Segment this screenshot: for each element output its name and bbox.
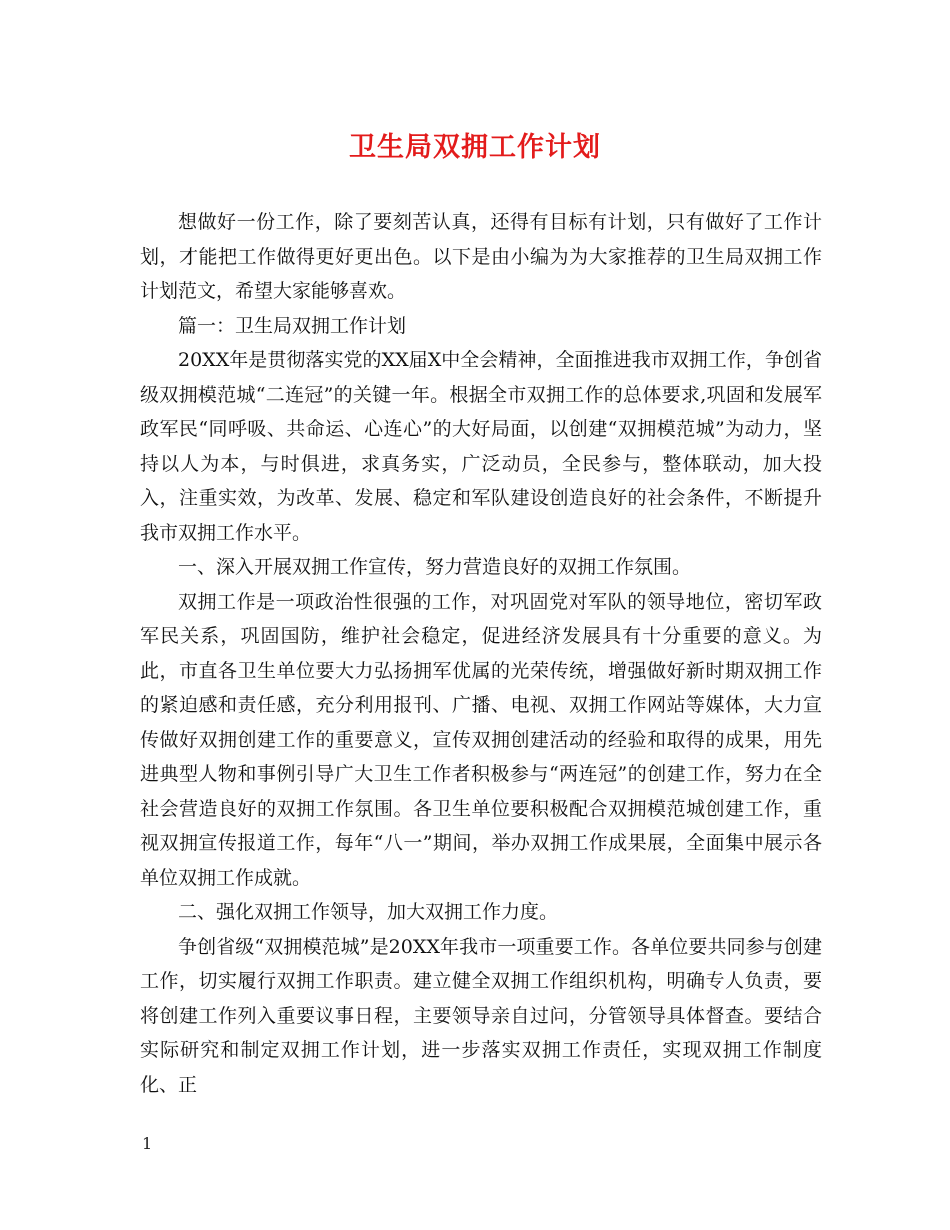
document-title: 卫生局双拥工作计划 [349,132,601,163]
document-body [140,205,822,1102]
paragraph-overview: 20XX年是贯彻落实党的XX届X中全会精神，全面推进我市双拥工作，争创省级双拥模范城“二连冠”的关键一年。根据全市双拥工作的总体要求,巩固和发展军政军民“同呼吸、共命运、心连心”的大好局面，以创建“双拥模范城”为动力，坚持以人为本，与时俱进，求真务实，广泛动员，全民参与，整体联动，加大投入，注重实效，为改革、发展、稳定和军队建设创造良好的社会条件，不断提升我市双拥工作水平。 [140,349,822,544]
paragraph-section-two: 争创省级“双拥模范城”是20XX年我市一项重要工作。各单位要共同参与创建工作，切实履行双拥工作职责。建立健全双拥工作组织机构，明确专人负责，要将创建工作列入重要议事日程，主要领导亲自过问，分管领导具体督查。要结合实际研究和制定双拥工作计划，进一步落实双拥工作责任，实现双拥工作制度化、正 [140,935,822,1096]
page-number: 1 [142,1134,153,1153]
paragraph-intro: 想做好一份工作，除了要刻苦认真，还得有目标有计划，只有做好了工作计划，才能把工作做得更好更出色。以下是由小编为为大家推荐的卫生局双拥工作计划范文，希望大家能够喜欢。 [140,211,822,302]
paragraph-section-one: 双拥工作是一项政治性很强的工作，对巩固党对军队的领导地位，密切军政军民关系，巩固国防，维护社会稳定，促进经济发展具有十分重要的意义。为此，市直各卫生单位要大力弘扬拥军优属的光荣传统，增强做好新时期双拥工作的紧迫感和责任感，充分利用报刊、广播、电视、双拥工作网站等媒体，大力宣传做好双拥创建工作的重要意义，宣传双拥创建活动的经验和取得的成果，用先进典型人物和事例引导广大卫生工作者积极参与“两连冠”的创建工作，努力在全社会营造良好的双拥工作氛围。各卫生单位要积极配合双拥模范城创建工作，重视双拥宣传报道工作，每年“八一”期间，举办双拥工作成果展，全面集中展示各单位双拥工作成就。 [140,590,822,889]
section-heading-one: 一、深入开展双拥工作宣传，努力营造良好的双拥工作氛围。 [178,556,692,578]
paragraph-heading-part-one: 篇一：卫生局双拥工作计划 [178,314,407,337]
section-heading-two: 二、强化双拥工作领导，加大双拥工作力度。 [178,901,559,923]
